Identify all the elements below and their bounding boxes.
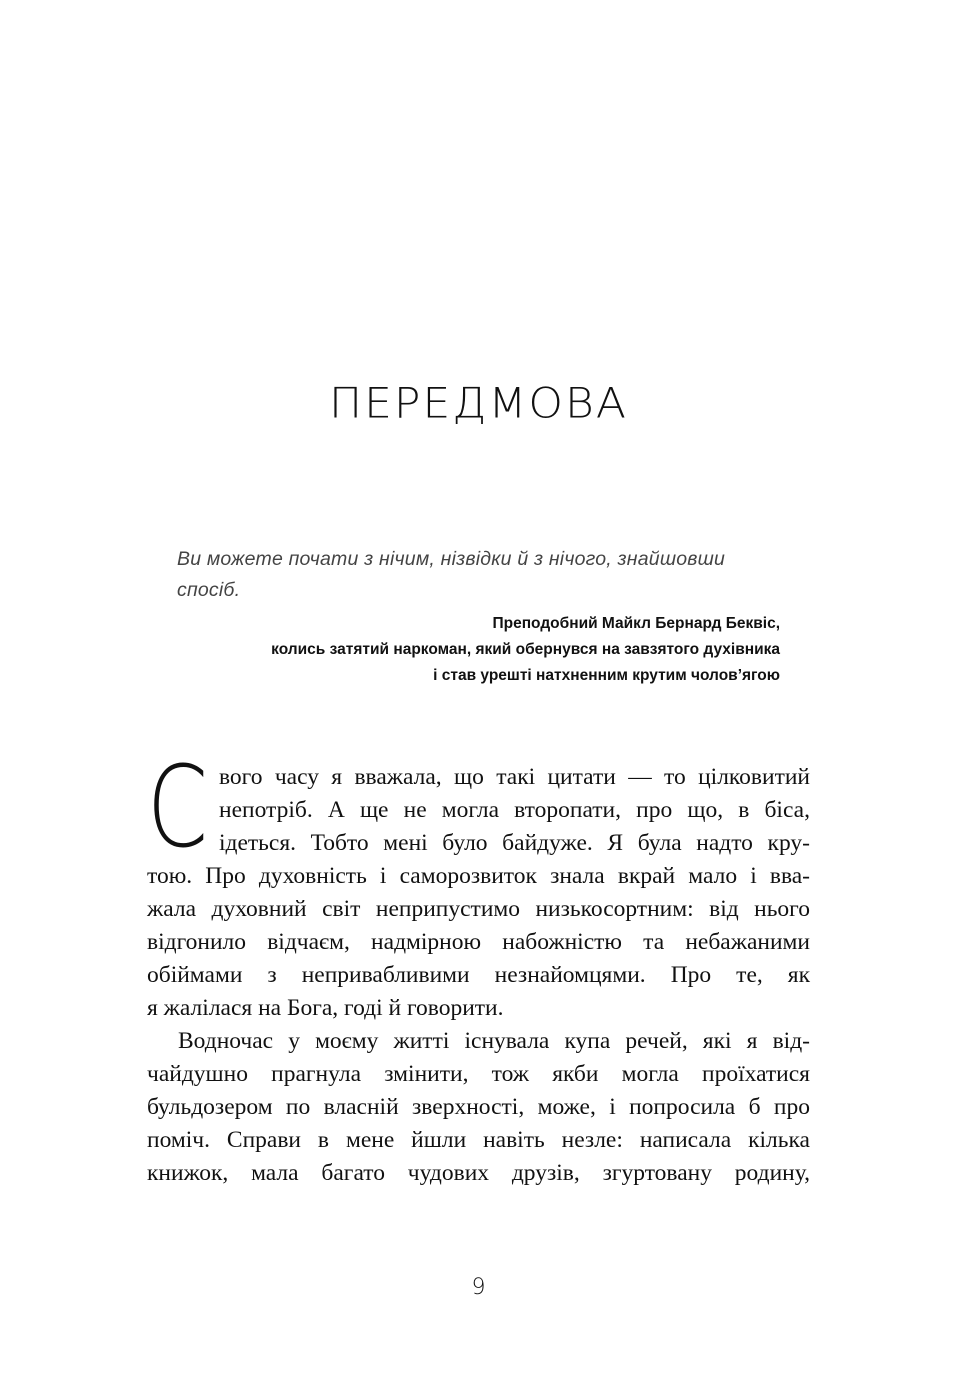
attribution-line: колись затятий наркоман, який обернувся на завзятого духівника	[271, 641, 780, 658]
epigraph-line: Ви можете почати з нічим, нізвідки й з нічого, знайшовши	[177, 548, 726, 570]
attribution-line: Преподобний Майкл Бернард Беквіс,	[492, 615, 780, 632]
attribution-line: і став урешті натхненним крутим чолов’ягою	[433, 667, 780, 684]
body-line: книжок, мала багато чудових друзів, згуртовану родину,	[147, 1160, 810, 1186]
drop-cap: С	[147, 743, 208, 873]
body-line: вого часу я вважала, що такі цитати — то цілковитий	[219, 764, 810, 790]
body-line: жала духовний світ неприпустимо низькосортним: від нього	[147, 896, 810, 922]
body-line: ідеться. Тобто мені було байдуже. Я була надто кру-	[219, 830, 810, 856]
body-line: обіймами з непривабливими незнайомцями. Про те, як	[147, 962, 810, 988]
body-line: бульдозером по власній зверхності, може, і попросила б про	[147, 1094, 810, 1120]
body-line: тою. Про духовність і саморозвиток знала вкрай мало і вва-	[147, 863, 810, 889]
epigraph	[177, 544, 797, 606]
body-line: чайдушно прагнула змінити, тож якби могла проїхатися	[147, 1061, 810, 1087]
body-line: поміч. Справи в мене йшли навіть незле: написала кілька	[147, 1127, 810, 1153]
chapter-title: ПЕРЕДМОВА	[329, 379, 628, 428]
body-line: Водночас у моєму житті існувала купа речей, які я від-	[178, 1028, 810, 1054]
page-number: 9	[471, 1275, 486, 1300]
body-line: я жалілася на Бога, годі й говорити.	[147, 995, 504, 1021]
body-line: відгонило відчаєм, надмірною набожністю та небажаними	[147, 929, 810, 955]
epigraph-line: спосіб.	[177, 579, 241, 601]
body-line: непотріб. А ще не могла второпати, про що, в біса,	[219, 797, 810, 823]
epigraph-attribution	[177, 611, 780, 689]
epigraph-quote	[177, 544, 797, 606]
